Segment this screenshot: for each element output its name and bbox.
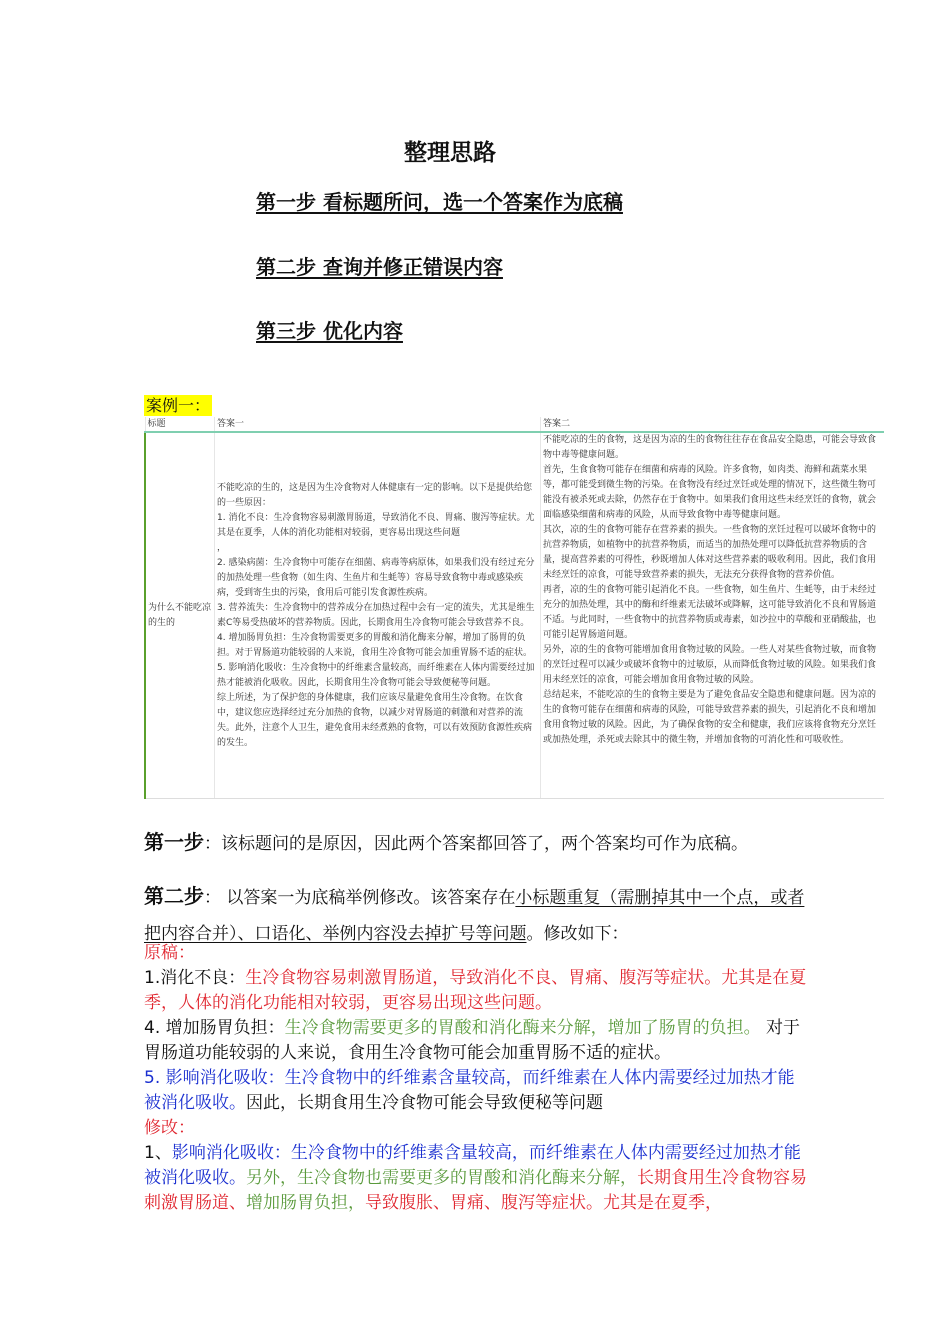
step1-analysis (144, 830, 810, 857)
answer2-cell (541, 432, 885, 799)
step-2-heading: 第二步 查询并修正错误内容 (256, 255, 503, 279)
answer-paragraph: 总结起来，不能吃凉的生的食物主要是为了避免食品安全隐患和健康问题。因为凉的生的食物可能存在细菌和病毒的风险，可能导致营养素的损失，引起消化不良和增加食用食物过敏的风险。因此，为了确保食物的安全和健康，我们应该将食物充分烹饪或加热处理，杀死或去除其中的微生物，并增加食物的可消化性和可吸收性。 (543, 690, 877, 745)
answer-paragraph: 另外，凉的生的食物可能增加食用食物过敏的风险。一些人对某些食物过敏，而食物的烹饪过程可以减少或破坏食物中的过敏原，从而降低食物过敏的风险。如果我们食用未经烹饪的凉食，可能会增加食用食物过敏的风险。 (543, 645, 877, 685)
answer-paragraph: 5. 影响消化吸收：生冷食物中的纤维素含量较高，而纤维素在人体内需要经过加热才能被消化吸收。因此，长期食用生冷食物可能会导致便秘等问题。 (217, 662, 535, 688)
text-run: ：该标题问的是原因，因此两个答案都回答了，两个答案均可作为底稿。 (204, 834, 748, 854)
text-run: 原稿： (144, 943, 195, 963)
paragraph (144, 1141, 810, 1216)
answer-paragraph: 不能吃凉的生的，这是因为生冷食物对人体健康有一定的影响。以下是提供给您的一些原因： (217, 482, 533, 508)
text-run: 因此，长期食用生冷食物可能会导致便秘等问题 (246, 1093, 603, 1113)
header-title: 标题 (145, 417, 215, 432)
text-run: 导致腹胀、胃痛、腹泻等症状。尤其是在夏季， (365, 1193, 722, 1213)
revision-example (144, 941, 810, 1216)
answers-table (144, 417, 884, 799)
answer-paragraph: 2. 感染病菌：生冷食物中可能存在细菌、病毒等病原体，如果我们没有经过充分的加热处理一些食物（如生肉、生鱼片和生蚝等）容易导致食物中毒或感染疾病，受到寄生虫的污染，食用后可能引发食源性疾病。 (217, 557, 535, 598)
text-run: 影响消化吸收：生冷食物中的纤维素含量较高，而纤维素在人体内需要经过加热才能被消化吸收。 (144, 1143, 801, 1188)
paragraph (144, 1066, 810, 1116)
text-run: 长期食用生冷食物容易刺激胃肠道、 (144, 1168, 807, 1213)
text-run: 生冷食物容易刺激胃肠道，导致消化不良、胃痛、腹泻等症状。尤其是在夏季，人体的消化功能相对较弱，更容易出现这些问题。 (144, 968, 807, 1013)
table-row (145, 432, 884, 799)
answer-paragraph: 3. 营养流失：生冷食物中的营养成分在加热过程中会有一定的流失，尤其是维生素C等易受热破坏的营养物质。因此，长期食用生冷食物可能会导致营养不良。 (217, 602, 535, 628)
paragraph (144, 1116, 810, 1141)
answer-paragraph: 4. 增加肠胃负担：生冷食物需要更多的胃酸和消化酶来分解，增加了肠胃的负担。对于胃肠道功能较弱的人来说，食用生冷食物可能会加重胃肠不适的症状。 (217, 632, 533, 658)
text-run: 对于胃肠道功能较弱的人来说，食用生冷食物可能会加重胃肠不适的症状。 (144, 1018, 801, 1063)
text-run: 1、 (144, 1143, 172, 1163)
answer-paragraph: 其次，凉的生的食物可能存在营养素的损失。一些食物的烹饪过程可以破坏食物中的抗营养物质，如植物中的抗营养物质，而适当的加热处理可以降低抗营养物质的含量，提高营养素的可得性，秒既增加人体对这些营养素的吸收利用。因此，我们食用未经烹饪的凉食，可能导致营养素的损失，无法充分获得食物的营养价值。 (543, 525, 877, 580)
text-run: 小标题重复（需删掉其中一个点，或者把内容合并）、口语化、举例内容没去掉扩号等问题 (144, 888, 805, 944)
paragraph (144, 1016, 810, 1066)
answer-paragraph: 不能吃凉的生的食物，这是因为凉的生的食物往往存在食品安全隐患，可能会导致食物中毒等健康问题。 (543, 435, 877, 460)
header-answer2: 答案二 (541, 417, 885, 432)
text-run: 增加肠胃负担， (246, 1193, 365, 1213)
page-title: 整理思路 (404, 140, 496, 166)
text-run: 。修改如下： (526, 924, 629, 944)
paragraph (144, 966, 810, 1016)
text-run: 4. 增加肠胃负担： (144, 1018, 285, 1038)
answer-paragraph: 首先，生食食物可能存在细菌和病毒的风险。许多食物，如肉类、海鲜和蔬菜水果等，都可能受到微生物的污染。在食物没有经过烹饪或处理的情况下，这些微生物可能没有被杀死或去除，仍然存在于食物中。如果我们食用这些未经烹饪的食物，就会面临感染细菌和病毒的风险，从而导致食物中毒等健康问题。 (543, 465, 877, 520)
text-run: 第一步 (144, 830, 204, 854)
answer-paragraph: 再者，凉的生的食物可能引起消化不良。一些食物，如生鱼片、生蚝等，由于未经过充分的加热处理，其中的酶和纤维素无法破坏或降解，这可能导致消化不良和胃肠道不适。与此同时，一些食物中的抗营养物质或毒素，如沙拉中的草酸和亚硝酸盐，也可能引起胃肠道问题。 (543, 585, 877, 640)
paragraph (144, 941, 810, 966)
question-cell: 为什么不能吃凉的生的 (145, 432, 215, 799)
text-run: 另外，生冷食物也需要更多的胃酸和消化酶来分解， (246, 1168, 637, 1188)
paragraph (144, 830, 810, 857)
table-header-row (145, 417, 884, 432)
step-3-heading: 第三步 优化内容 (256, 319, 403, 343)
header-answer1: 答案一 (215, 417, 541, 432)
answer-paragraph: 综上所述，为了保护您的身体健康，我们应该尽量避免食用生冷食物。在饮食中，建议您应选择经过充分加热的食物，以减少对胃肠道的刺激和对营养的流失。此外，注意个人卫生，避免食用未经煮熟的食物，可以有效预防食源性疾病的发生。 (217, 692, 533, 748)
case-label: 案例一： (146, 396, 211, 415)
text-run: 1.消化不良： (144, 968, 246, 988)
answer-paragraph: ， (217, 542, 227, 553)
text-run: 修改： (144, 1118, 195, 1138)
text-run: 第二步 (144, 884, 204, 908)
text-run: 5. 影响消化吸收：生冷食物中的纤维素含量较高，而纤维素在人体内需要经过加热才能被消化吸收。 (144, 1068, 795, 1113)
text-run: ： 以答案一为底稿举例修改。该答案存在 (204, 888, 516, 908)
answer1-cell (215, 432, 541, 799)
step-1-heading: 第一步 看标题所问，选一个答案作为底稿 (256, 190, 623, 214)
answer-paragraph: 1. 消化不良：生冷食物容易刺激胃肠道，导致消化不良、胃痛、腹泻等症状。尤其是在夏季，人体的消化功能相对较弱，更容易出现这些问题 (217, 512, 535, 538)
text-run: 生冷食物需要更多的胃酸和消化酶来分解，增加了肠胃的负担。 (284, 1018, 761, 1038)
